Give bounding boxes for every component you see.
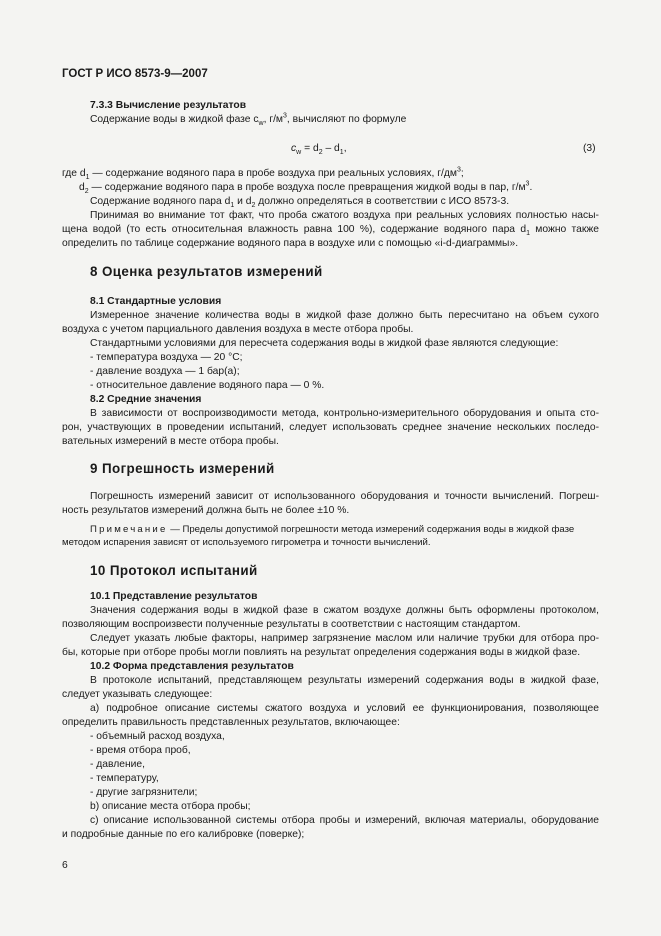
paragraph-line: Следует указать любые факторы, например загрязнение маслом или наличие трубки для отбора про- xyxy=(90,633,599,644)
list-item: - другие загрязнители; xyxy=(90,787,198,798)
note-label: Примечание xyxy=(90,524,168,535)
paragraph-line: Измеренное значение количества воды в жидкой фазе должно быть пересчитано на объем сухого xyxy=(90,310,599,321)
list-item: - давление, xyxy=(90,759,146,770)
list-item: b) описание места отбора пробы; xyxy=(90,801,251,812)
paragraph-line: В зависимости от воспроизводимости метода, контрольно-измерительного оборудования и опыта сто- xyxy=(90,408,599,419)
section-8-1-heading: 8.1 Стандартные условия xyxy=(90,296,222,307)
paragraph-line: следует указывать следующее: xyxy=(62,689,213,700)
paragraph-line: и подробные данные по его калибровке (поверке); xyxy=(62,829,305,840)
section-10-title: 10 Протокол испытаний xyxy=(90,563,258,578)
list-item: - объемный расход воздуха, xyxy=(90,731,225,742)
paragraph-line: позволяющим воспроизвести полученные результаты в соответствии с настоящим стандартом. xyxy=(62,619,521,630)
section-9-title: 9 Погрешность измерений xyxy=(90,461,275,476)
paragraph-line: определить правильность представленных результатов, включающее: xyxy=(62,717,400,728)
document-header: ГОСТ Р ИСО 8573-9—2007 xyxy=(62,68,208,80)
list-item: - температура воздуха — 20 °С; xyxy=(90,352,243,363)
paragraph-line: В протоколе испытаний, представляющем результаты измерений содержания воды в жидкой фазе, xyxy=(90,675,599,686)
note-line: методом испарения зависят от используемого гигрометра и точности вычислений. xyxy=(62,537,431,548)
formula-3: $c_w = d_2 - d_1$, xyxy=(291,143,347,157)
paragraph-line: Стандартными условиями для пересчета содержания воды в жидкой фазе являются следующие: xyxy=(90,338,559,349)
list-item: - относительное давление водяного пара — 0 %. xyxy=(90,380,325,391)
formula-where-d1: где $d_1$ — содержание водяного пара в пробе воздуха при реальных условиях, $г/дм^3$; xyxy=(62,166,464,182)
paragraph-line: вательных измерений в месте отбора пробы. xyxy=(62,436,279,447)
paragraph-line: бы, которые при отборе пробы могли повлиять на результат определения содержания воды в жидкой фазе. xyxy=(62,647,581,658)
list-item: - давление воздуха — 1 бар(а); xyxy=(90,366,240,377)
paragraph-line: с) описание использованной системы отбора пробы и измерений, включая материалы, оборудование xyxy=(90,815,599,826)
section-10-1-heading: 10.1 Представление результатов xyxy=(90,591,258,602)
paragraph-line: воздуха с учетом парциального давления воздуха в месте отбора пробы. xyxy=(62,324,414,335)
section-10-2-heading: 10.2 Форма представления результатов xyxy=(90,661,294,672)
paragraph-line: ность результатов измерений должна быть не более ±10 %. xyxy=(62,505,350,516)
paragraph-line: Содержание водяного пара $d_1$ и $d_2$ должно определяться в соответствии с ИСО 8573-3. xyxy=(90,196,510,210)
paragraph-line: рон, участвующих в проведении испытаний, следует использовать среднее значение нескольких последо- xyxy=(62,422,599,433)
section-8-2-heading: 8.2 Средние значения xyxy=(90,394,202,405)
paragraph-line: а) подробное описание системы сжатого воздуха и условий ее функционирования, позволяющее xyxy=(90,703,599,714)
formula-where-d2: $d_2$ — содержание водяного пара в пробе воздуха после превращения жидкой воды в пар, $г/м^3$. xyxy=(79,180,533,196)
paragraph-line: Значения содержания воды в жидкой фазе в сжатом воздухе должны быть оформлены протоколом, xyxy=(90,605,599,616)
section-8-title: 8 Оценка результатов измерений xyxy=(90,264,323,279)
paragraph-line: Принимая во внимание тот факт, что проба сжатого воздуха при реальных условиях полностью насы- xyxy=(90,210,599,221)
page-number: 6 xyxy=(62,860,68,871)
list-item: - температуру, xyxy=(90,773,159,784)
note-line: Примечание — Пределы допустимой погрешности метода измерений содержания воды в жидкой фазе xyxy=(90,524,575,535)
paragraph-line: определить по таблице содержание водяного пара в воздухе или с помощью «i-d-диаграммы». xyxy=(62,238,519,249)
section-7-3-3-intro: Содержание воды в жидкой фазе $c_w$, $г/м^3$, вычисляют по формуле xyxy=(90,112,407,128)
formula-number: (3) xyxy=(583,143,596,154)
paragraph-line: Погрешность измерений зависит от использованного оборудования и точности вычислений. Погреш- xyxy=(90,491,599,502)
paragraph-line: щена водой (то есть относительная влажность равна 100 %), содержание водяного пара $d_1$ можно также xyxy=(62,224,600,238)
section-7-3-3-heading: 7.3.3 Вычисление результатов xyxy=(90,100,247,111)
list-item: - время отбора проб, xyxy=(90,745,191,756)
